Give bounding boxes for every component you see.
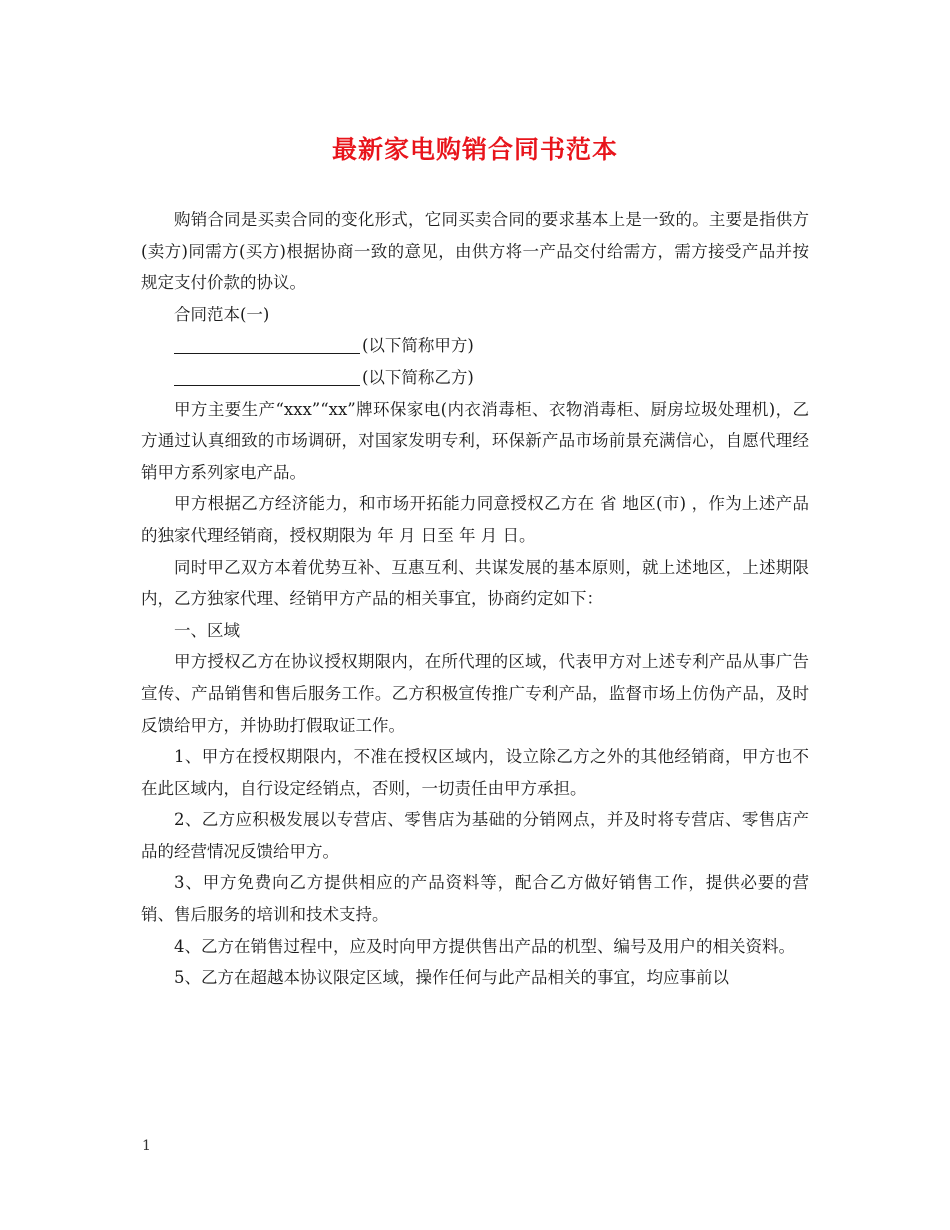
page-number: 1: [142, 1138, 151, 1154]
party-a-blank: [174, 335, 360, 354]
party-b-blank: [174, 367, 360, 386]
party-b-line: [141, 362, 809, 394]
clause-1: 1、甲方在授权期限内，不准在授权区域内，设立除乙方之外的其他经销商，甲方也不在此区域内，自行设定经销点，否则，一切责任由甲方承担。: [141, 747, 809, 798]
party-a-line: [141, 330, 809, 362]
clause-5: 5、乙方在超越本协议限定区域，操作任何与此产品相关的事宜，均应事前以: [174, 968, 729, 988]
paragraph-template-heading: 合同范本(一): [174, 304, 270, 324]
paragraph-principles: 同时甲乙双方本着优势互补、互惠互利、共谋发展的基本原则，就上述地区，上述期限内，乙方独家代理、经销甲方产品的相关事宜，协商约定如下：: [141, 557, 809, 609]
document-title: 最新家电购销合同书范本: [331, 135, 618, 164]
party-a-label: (以下简称甲方): [362, 336, 474, 356]
party-b-label: (以下简称乙方): [362, 367, 474, 387]
clause-4: 4、乙方在销售过程中，应及时向甲方提供售出产品的机型、编号及用户的相关资料。: [174, 936, 795, 956]
paragraph-products: 甲方主要生产“xxx”“xx”牌环保家电(内衣消毒柜、衣物消毒柜、厨房垃圾处理机)，乙方通过认真细致的市场调研，对国家发明专利，环保新产品市场前景充满信心，自愿代理经销甲方系列家电产品。: [141, 399, 809, 482]
paragraph-authorization: 甲方根据乙方经济能力，和市场开拓能力同意授权乙方在 省 地区(市) ，作为上述产品的独家代理经销商，授权期限为 年 月 日至 年 月 日。: [141, 494, 809, 545]
paragraph-intro: 购销合同是买卖合同的变化形式，它同买卖合同的要求基本上是一致的。主要是指供方(卖方)同需方(买方)根据协商一致的意见，由供方将一产品交付给需方，需方接受产品并按规定支付价款的协议。: [141, 210, 809, 293]
clause-3: 3、甲方免费向乙方提供相应的产品资料等，配合乙方做好销售工作，提供必要的营销、售后服务的培训和技术支持。: [141, 873, 809, 925]
section-heading-region: 一、区域: [174, 620, 240, 640]
document-body: [141, 204, 809, 994]
clause-2: 2、乙方应积极发展以专营店、零售店为基础的分销网点，并及时将专营店、零售店产品的经营情况反馈给甲方。: [141, 810, 809, 861]
paragraph-region-scope: 甲方授权乙方在协议授权期限内，在所代理的区域，代表甲方对上述专利产品从事广告宣传、产品销售和售后服务工作。乙方积极宣传推广专利产品，监督市场上仿伪产品，及时反馈给甲方，并协助打假取证工作。: [141, 652, 809, 735]
